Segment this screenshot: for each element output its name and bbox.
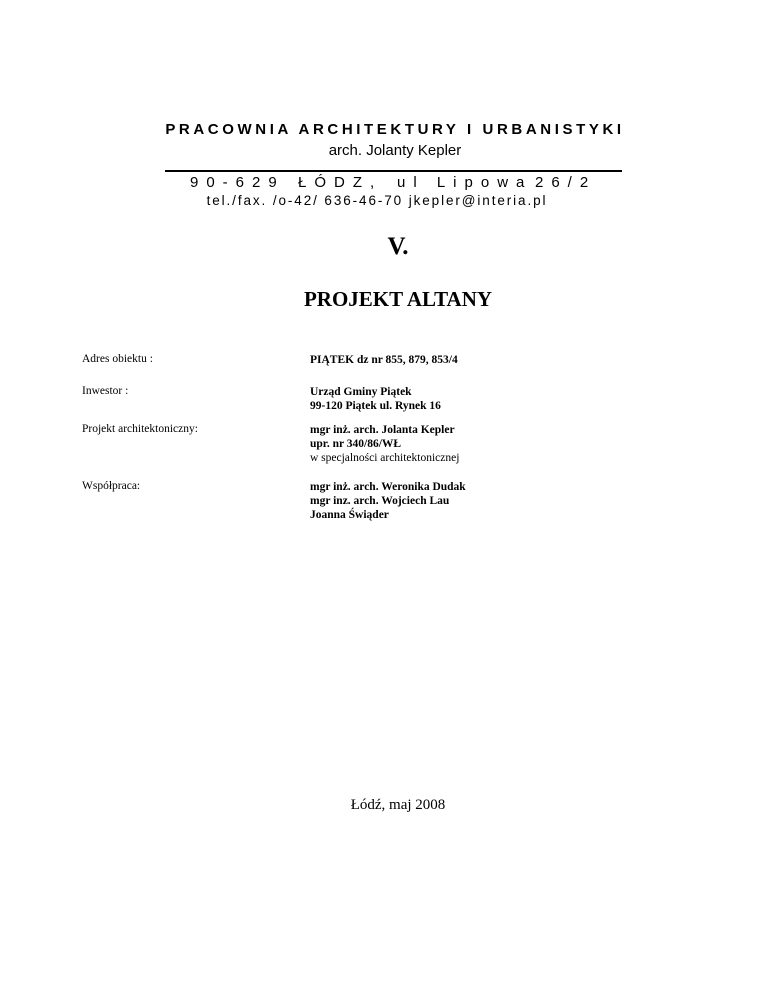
investor-address: 99-120 Piątek ul. Rynek 16	[310, 400, 441, 412]
header-divider	[165, 170, 622, 172]
field-label-collaboration: Współpraca:	[82, 480, 141, 492]
collaborator-3: Joanna Świąder	[310, 509, 389, 521]
address-street: ul Lipowa	[397, 174, 533, 191]
field-value-architect	[310, 423, 459, 465]
studio-name: PRACOWNIA ARCHITEKTURY I URBANISTYKI	[165, 121, 625, 138]
field-value-investor	[310, 385, 441, 413]
address-city: ŁÓDZ,	[298, 174, 383, 191]
field-label-object-address: Adres obiektu :	[82, 353, 153, 365]
studio-owner: arch. Jolanty Kepler	[328, 142, 462, 159]
field-label-architect: Projekt architektoniczny:	[82, 423, 198, 435]
document-title: PROJEKT ALTANY	[303, 287, 493, 311]
address-number: 26/2	[535, 174, 597, 191]
object-address-line: PIĄTEK dz nr 855, 879, 853/4	[310, 354, 458, 366]
field-value-collaboration	[310, 480, 466, 522]
field-label-investor: Inwestor :	[82, 385, 129, 397]
architect-specialty: w specjalności architektonicznej	[310, 452, 460, 464]
studio-contact: tel./fax. /o-42/ 636-46-70 jkepler@interia.pl	[206, 193, 548, 208]
architect-name: mgr inż. arch. Jolanta Kepler	[310, 424, 455, 436]
volume-number: V.	[387, 233, 409, 260]
place-and-date: Łódź, maj 2008	[350, 797, 446, 813]
investor-name: Urząd Gminy Piątek	[310, 386, 412, 398]
collaborator-2: mgr inz. arch. Wojciech Lau	[310, 495, 450, 507]
architect-license: upr. nr 340/86/WŁ	[310, 438, 402, 450]
field-value-object-address	[310, 353, 458, 367]
address-postal-code: 90-629	[190, 174, 285, 191]
collaborator-1: mgr inż. arch. Weronika Dudak	[310, 481, 466, 493]
